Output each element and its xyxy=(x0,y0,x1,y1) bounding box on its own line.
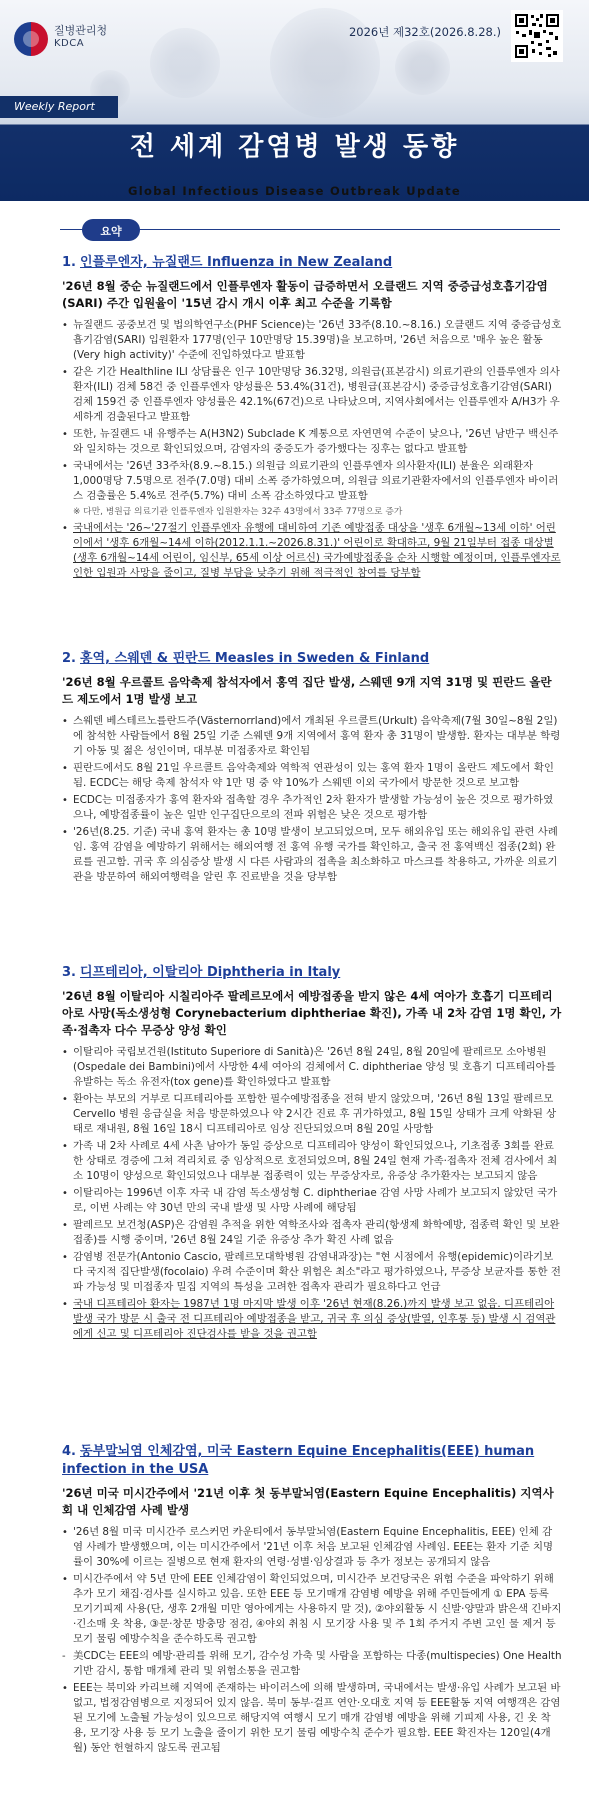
section-lead: '26년 8월 이탈리아 시칠리아주 팔레르모에서 예방접종을 받지 않은 4세 여아가 호흡기 디프테리아로 사망(독소생성형 Corynebacterium diphtheriae 확진), 가족 내 2차 감염 1명 확인, 가족·접촉자 다수 무증상 양성 확인 xyxy=(62,989,562,1037)
bullet-item: • 가족 내 2차 사례로 4세 사촌 남아가 동일 증상으로 디프테리아 양성이 확인되었으나, 기초접종 3회를 완료한 상태로 경증에 그쳐 격리치료 중 임상적으로 호전되었으며, 8월 24일 현재 가족·접촉자 전체 검사에서 최소 10명이 양성으로 확인되었으나 대부분 접종력이 있는 무증상자로, 유증상 추가환자는 보고되지 않음 xyxy=(62,1139,562,1184)
section-title[interactable]: 디프테리아, 이탈리아 Diphtheria in Italy xyxy=(79,965,341,980)
section-heading xyxy=(62,1443,562,1479)
section-measles xyxy=(62,650,562,887)
bullet-item: • 국내에서는 '26~'27절기 인플루엔자 유행에 대비하여 기존 예방접종 대상을 '생후 6개월~13세 이하' 어린이에서 '생후 6개월~14세 이하(2012.1.1.~2026.8.31.)' 어린이로 확대하고, 9월 21일부터 접종 대상별(생후 6개월~14세 어린이, 임신부, 65세 이상 어르신) 국가예방접종을 순차 시행할 예정이며, 인플루엔자로 인한 입원과 사망을 줄이고, 질병 부담을 낮추기 위해 적극적인 참여를 당부함 xyxy=(62,521,562,581)
bullet-item: • 환아는 부모의 거부로 디프테리아를 포함한 필수예방접종을 전혀 받지 않았으며, '26년 8월 13일 팔레르모 Cervello 병원 응급실을 처음 방문하였으나 약 2시간 진료 후 귀가하였고, 8월 15일 상태가 크게 악화된 상태로 재내원, 8월 16일 18시 디프테리아로 임상 진단되었으며 8월 20일 사망함 xyxy=(62,1092,562,1137)
bullet-item: • 같은 기간 Healthline ILI 상담률은 인구 10만명당 36.32명, 의원급(표본감시) 의료기관의 인플루엔자 의사환자(ILI) 검체 58건 중 인플루엔자 양성률은 53.4%(31건), 병원급(표본감시) 중증급성호흡기감염(SARI) 검체 159건 중 인플루엔자 양성률은 42.1%(67건)으로 나타났으며, 지역사회에서는 인플루엔자 A/H3가 우세하게 검출된다고 발표함 xyxy=(62,365,562,425)
bullet-item: • ECDC는 미접종자가 홍역 환자와 접촉할 경우 추가적인 2차 환자가 발생할 가능성이 높은 것으로 평가하였으나, 예방접종률이 높은 일반 인구집단으로의 전파 위험은 낮은 것으로 평가함 xyxy=(62,793,562,823)
issue-number: 2026년 제32호(2026.8.28.) xyxy=(348,25,501,39)
section-title[interactable]: 동부말뇌염 인체감염, 미국 Eastern Equine Encephalitis(EEE) human infection in the USA xyxy=(62,1444,535,1477)
bullet-item: • 이탈리아 국립보건원(Istituto Superiore di Sanità)은 '26년 8월 24일, 8월 20일에 팔레르모 소아병원(Ospedale dei Bambini)에서 사망한 4세 여아의 검체에서 C. diphtheriae 양성 및 호흡기 디프테리아를 유발하는 독소 유전자(tox gene)를 확인하였다고 발표함 xyxy=(62,1045,562,1090)
virus-illustration xyxy=(395,40,450,95)
header-banner xyxy=(0,0,589,201)
kdca-logo xyxy=(14,22,48,56)
bullet-item: • 뉴질랜드 공중보건 및 법의학연구소(PHF Science)는 '26년 33주(8.10.~8.16.) 오클랜드 지역 중증급성호흡기감염(SARI) 입원환자 177명(인구 10만명당 15.39명)을 보고하며, '26년 처음으로 '매우 높은 활동(Very high activity)' 수준에 진입하였다고 발표함 xyxy=(62,318,562,363)
bullet-item: - 美CDC는 EEE의 예방·관리를 위해 모기, 감수성 가축 및 사람을 포함하는 다종(multispecies) One Health 기반 감시, 통합 매개체 관리 및 위험소통을 권고함 xyxy=(62,1649,562,1679)
bullet-item: • '26년(8.25. 기준) 국내 홍역 환자는 총 10명 발생이 보고되었으며, 모두 해외유입 또는 해외유입 관련 사례임. 홍역 감염을 예방하기 위해서는 해외여행 전 홍역 유행 국가를 확인하고, 출국 전 홍역백신 접종(2회) 완료를 권고함. 귀국 후 의심증상 발생 시 다른 사람과의 접촉을 최소화하고 마스크를 착용하고, 가까운 의료기관을 방문하여 해외여행력을 알린 후 진료받을 것을 당부함 xyxy=(62,825,562,885)
footnote: ※ 다만, 병원급 의료기관 인플루엔자 입원환자는 32주 43명에서 33주 77명으로 증가 xyxy=(73,507,403,517)
section-lead: '26년 8월 중순 뉴질랜드에서 인플루엔자 활동이 급증하면서 오클랜드 지역 중증급성호흡기감염(SARI) 주간 입원율이 '15년 감시 개시 이후 최고 수준을 기록함 xyxy=(62,279,548,310)
bullet-item: • 국내에서는 '26년 33주차(8.9.~8.15.) 의원급 의료기관의 인플루엔자 의사환자(ILI) 분율은 외래환자 1,000명당 7.5명으로 전주(7.0명) 대비 소폭 증가하였으며, 의원급 의료기관환자에서의 인플루엔자 바이러스 검출률은 5.4%로 전주(5.7%) 대비 소폭 감소하였다고 발표함 xyxy=(62,459,562,504)
section-number: 4. xyxy=(62,1444,76,1459)
bullet-item: • 이탈리아는 1996년 이후 자국 내 감염 독소생성형 C. diphtheriae 감염 사망 사례가 보고되지 않았던 국가로, 이번 사례는 약 30년 만의 국내 발생 및 사망 사례에 해당됨 xyxy=(62,1186,562,1216)
section-heading xyxy=(62,254,562,272)
page-subtitle: Global Infectious Disease Outbreak Update xyxy=(128,184,461,198)
bullet-item: • EEE는 북미와 카리브해 지역에 존재하는 바이러스에 의해 발생하며, 국내에서는 발생·유입 사례가 보고된 바 없고, 법정감염병으로 지정되어 있지 않음. 북미 동부·걸프 연안·오대호 지역 등 EEE활동 지역 여행객은 감염된 모기에 노출될 가능성이 있으므로 해당지역 여행시 모기 매개 감염병 예방을 위해 기피제 사용, 긴 옷 착용, 모기장 사용 등 모기 노출을 줄이기 위한 모기 물림 예방수칙 준수가 필요함. EEE 확진자는 120일(4개월) 동안 헌혈하지 않도록 권고됨 xyxy=(62,1681,562,1756)
section-number: 3. xyxy=(62,965,76,980)
section-number: 1. xyxy=(62,255,76,270)
section-diphtheria xyxy=(62,964,562,1344)
bullet-item: • 핀란드에서도 8월 21일 우르콜트 음악축제와 역학적 연관성이 있는 홍역 환자 1명이 올란드 제도에서 확인됨. ECDC는 해당 축제 참석자 약 1만 명 중 약 10%가 스웨덴 이외 국가에서 방문한 것으로 보고함 xyxy=(62,761,562,791)
org-name: 질병관리청 xyxy=(54,24,108,37)
section-number: 2. xyxy=(62,651,76,666)
section-heading xyxy=(62,964,562,982)
summary-badge: 요약 xyxy=(82,219,140,241)
page-title: 전 세계 감염병 발생 동향 xyxy=(129,132,460,162)
org-abbr: KDCA xyxy=(54,38,85,49)
section-lead: '26년 8월 우르콜트 음악축제 참석자에서 홍역 집단 발생, 스웨덴 9개 지역 31명 및 핀란드 올란드 제도에서 1명 발생 보고 xyxy=(62,675,552,706)
section-title[interactable]: 인플루엔자, 뉴질랜드 Influenza in New Zealand xyxy=(79,255,393,270)
bullet-item: • 스웨덴 베스테르노를란드주(Västernorrland)에서 개최된 우르콜트(Urkult) 음악축제(7월 30일~8월 2일)에 참석한 사람들에서 8월 25일 기준 스웨덴 9개 지역에서 홍역 환자 총 31명이 발생함. 환자는 대부분 학령기 아동 및 젊은 성인이며, 대부분 미접종자로 확인됨 xyxy=(62,714,562,759)
section-lead: '26년 미국 미시간주에서 '21년 이후 첫 동부말뇌염(Eastern Equine Encephalitis) 지역사회 내 인체감염 사례 발생 xyxy=(62,1486,554,1517)
bullet-item: • '26년 8월 미국 미시간주 로스커먼 카운티에서 동부말뇌염(Eastern Equine Encephalitis, EEE) 인체 감염 사례가 발생했으며, 이는 미시간주에서 '21년 이후 처음 보고된 인체감염 사례임. EEE는 환자 기준 치명률이 30%에 이르는 질병으로 현재 환자의 연령·성별·임상결과 등 추가 정보는 공개되지 않음 xyxy=(62,1525,562,1570)
bullet-item: • 미시간주에서 약 5년 만에 EEE 인체감염이 확인되었으며, 미시간주 보건당국은 위험 수준을 파악하기 위해 추가 모기 채집·검사를 실시하고 있음. 또한 EEE 등 모기매개 감염병 예방을 위해 주민들에게 ① EPA 등록 모기기피제 사용(단, 생후 2개월 미만 영아에게는 사용하지 말 것), ②야외활동 시 신발·양말과 밝은색 긴바지·긴소매 옷 착용, ③문·창문 방충망 점검, ④야외 취침 시 모기장 사용 및 주 1회 주거지 주변 고인 물 제거 등 모기 물림 예방수칙을 준수하도록 권고함 xyxy=(62,1572,562,1647)
section-influenza xyxy=(62,254,562,583)
section-eee xyxy=(62,1443,562,1758)
bullet-item: • 팔레르모 보건청(ASP)은 감염원 추적을 위한 역학조사와 접촉자 관리(항생제 화학예방, 접종력 확인 및 보완접종)를 시행 중이며, '26년 8월 24일 기준 유증상 추가 확진 사례 없음 xyxy=(62,1218,562,1248)
section-heading xyxy=(62,650,562,668)
bullet-item: • 또한, 뉴질랜드 내 유행주는 A(H3N2) Subclade K 계통으로 자연면역 수준이 낮으나, '26년 남반구 백신주와 일치하는 것으로 확인되었으며, 감염자의 중증도가 증가했다는 징후는 없다고 발표함 xyxy=(62,427,562,457)
qr-code[interactable] xyxy=(511,10,563,62)
weekly-report-label: Weekly Report xyxy=(0,96,118,118)
section-title[interactable]: 홍역, 스웨덴 & 핀란드 Measles in Sweden & Finland xyxy=(79,651,430,666)
bullet-item: • 감염병 전문가(Antonio Cascio, 팔레르모대학병원 감염내과장)는 "현 시점에서 유행(epidemic)이라기보다 국지적 집단발생(focolaio) 우려 수준이며 확산 위험은 최소"라고 평가하였으나, 무증상 보균자를 통한 전파 가능성 및 미접종자 밀집 지역의 특성을 고려한 접촉자 관리가 필요하다고 언급 xyxy=(62,1250,562,1295)
bullet-item: • 국내 디프테리아 환자는 1987년 1명 마지막 발생 이후 '26년 현재(8.26.)까지 발생 보고 없음. 디프테리아 발생 국가 방문 시 출국 전 디프테리아 예방접종을 받고, 귀국 후 의심 증상(발열, 인후통 등) 발생 시 검역관에게 신고 및 디프테리아 진단검사를 받을 것을 권고함 xyxy=(62,1297,562,1342)
virus-illustration xyxy=(150,28,220,98)
